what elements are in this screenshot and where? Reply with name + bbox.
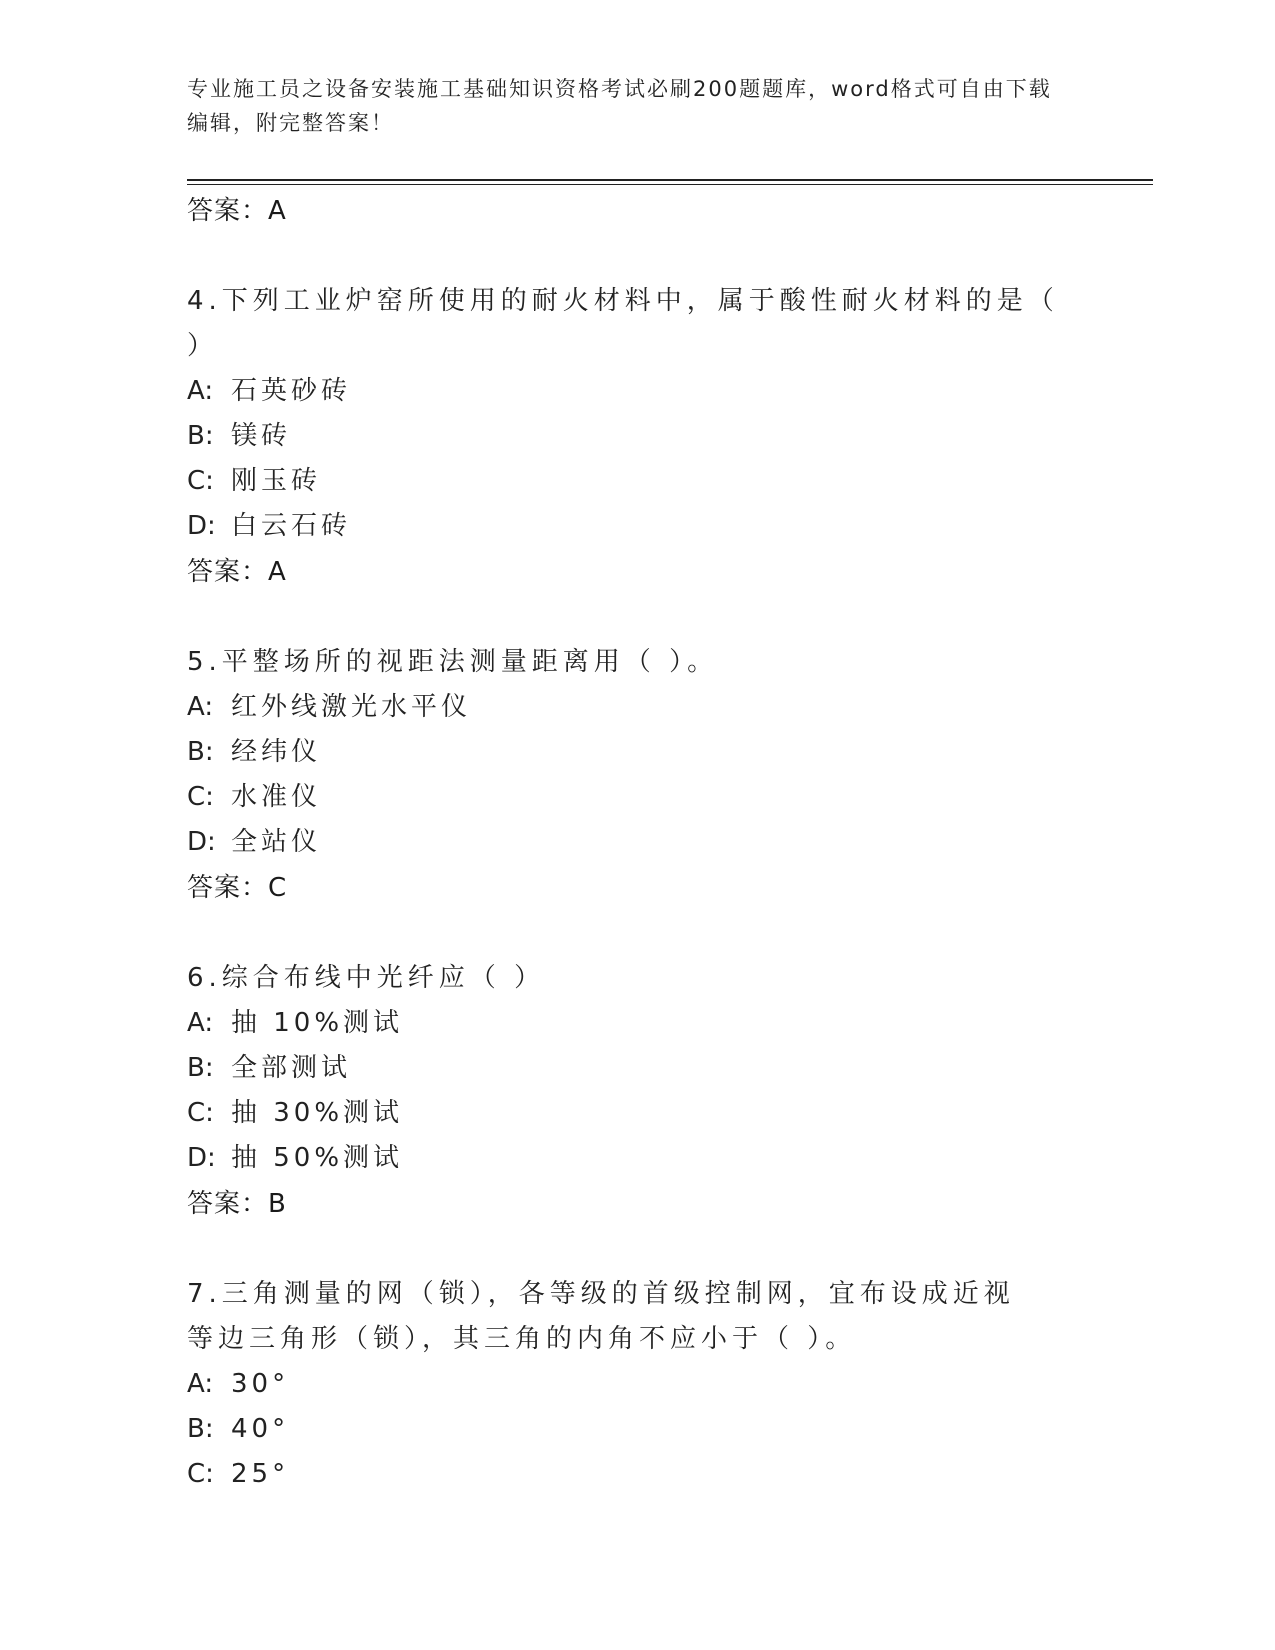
option-c: [187, 1452, 1087, 1497]
spacer: [187, 911, 1087, 956]
option-text: 抽 50%测试: [231, 1143, 404, 1173]
option-a: [187, 1362, 1087, 1407]
option-text: 镁砖: [231, 421, 292, 451]
question-block: [187, 640, 1087, 911]
option-text: 全部测试: [231, 1053, 352, 1083]
option-text: 全站仪: [231, 827, 322, 857]
option-letter: B:: [187, 421, 214, 451]
option-letter: A:: [187, 376, 214, 406]
answer-label: 答案：C: [187, 873, 288, 903]
document-header: 专业施工员之设备安装施工基础知识资格考试必刷200题题库，word格式可自由下载编辑，附完整答案！: [187, 77, 1052, 135]
option-a: [187, 369, 1087, 414]
option-letter: A:: [187, 1008, 214, 1038]
option-letter: C:: [187, 1459, 214, 1489]
answer-label: 答案：B: [187, 1189, 287, 1219]
option-b: [187, 730, 1087, 775]
option-letter: C:: [187, 466, 214, 496]
option-text: 25°: [231, 1459, 290, 1489]
spacer: [187, 1227, 1087, 1272]
header-rule-thin: [187, 184, 1153, 185]
option-letter: B:: [187, 737, 214, 767]
question-block: [187, 956, 1087, 1227]
option-text: 40°: [231, 1414, 290, 1444]
spacer: [187, 595, 1087, 640]
option-text: 白云石砖: [231, 511, 352, 541]
option-b: [187, 1407, 1087, 1452]
option-a: [187, 685, 1087, 730]
answer-label: 答案：A: [187, 557, 287, 587]
option-letter: B:: [187, 1414, 214, 1444]
question-text: 5.平整场所的视距法测量距离用（ ）。: [187, 647, 719, 677]
option-text: 抽 30%测试: [231, 1098, 404, 1128]
option-letter: B:: [187, 1053, 214, 1083]
option-text: 石英砂砖: [231, 376, 352, 406]
option-text: 抽 10%测试: [231, 1008, 404, 1038]
option-b: [187, 414, 1087, 459]
option-d: [187, 1136, 1087, 1181]
option-letter: D:: [187, 1143, 216, 1173]
option-letter: A:: [187, 1369, 214, 1399]
question-text: 6.综合布线中光纤应（ ）: [187, 963, 546, 993]
option-letter: D:: [187, 511, 216, 541]
question-list: [187, 188, 1087, 1497]
option-d: [187, 820, 1087, 865]
option-text: 刚玉砖: [231, 466, 322, 496]
option-d: [187, 504, 1087, 549]
option-letter: C:: [187, 1098, 214, 1128]
header-rule-thick: [187, 179, 1153, 181]
question-block: [187, 1272, 1087, 1497]
option-letter: C:: [187, 782, 214, 812]
option-c: [187, 1091, 1087, 1136]
option-letter: D:: [187, 827, 216, 857]
spacer: [187, 234, 1087, 279]
question-block: [187, 279, 1087, 595]
option-text: 水准仪: [231, 782, 322, 812]
question-text: 4.下列工业炉窑所使用的耐火材料中，属于酸性耐火材料的是（ ）: [187, 286, 1059, 361]
option-c: [187, 459, 1087, 504]
option-text: 经纬仪: [231, 737, 322, 767]
option-text: 30°: [231, 1369, 290, 1399]
option-letter: A:: [187, 692, 214, 722]
question-text: 7.三角测量的网（锁），各等级的首级控制网，宜布设成近视等边三角形（锁），其三角的内角不应小于（ ）。: [187, 1279, 1015, 1354]
option-text: 红外线激光水平仪: [231, 692, 472, 722]
answer-label: 答案：A: [187, 196, 287, 226]
option-a: [187, 1001, 1087, 1046]
option-c: [187, 775, 1087, 820]
option-b: [187, 1046, 1087, 1091]
